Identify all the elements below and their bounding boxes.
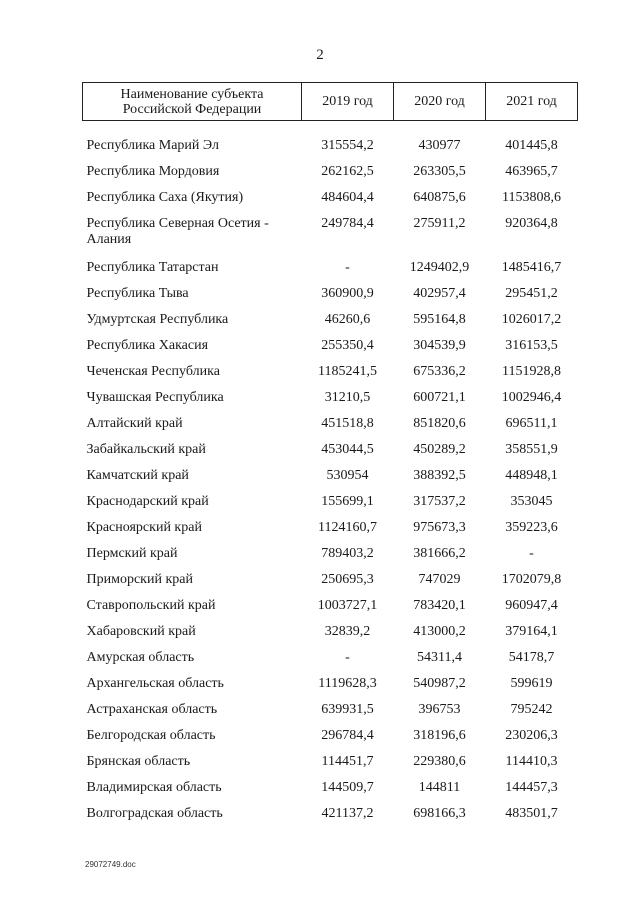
value-2021-cell: 1026017,2 <box>501 311 562 327</box>
value-2019-cell: 155699,1 <box>321 493 374 509</box>
value-2019-cell: 46260,6 <box>324 311 371 327</box>
value-2021-cell: 1002946,4 <box>501 389 562 405</box>
region-name-cell: Камчатский край <box>86 467 189 483</box>
value-2021-cell: 448948,1 <box>505 467 558 483</box>
region-name-cell: Республика Северная Осетия - Алания <box>86 215 269 247</box>
header-2021: 2021 год <box>486 83 578 121</box>
table-row <box>83 464 578 490</box>
value-2021-cell: - <box>529 545 534 561</box>
value-2020-cell: 396753 <box>418 701 461 717</box>
value-2021-cell: 920364,8 <box>505 215 558 231</box>
value-2019-cell: 451518,8 <box>321 415 374 431</box>
table-row <box>83 672 578 698</box>
value-2021-cell: 379164,1 <box>505 623 558 639</box>
value-2019-cell: 32839,2 <box>324 623 371 639</box>
table-row <box>83 334 578 360</box>
value-2021-cell: 54178,7 <box>508 649 555 665</box>
table-row <box>83 134 578 160</box>
region-name-cell: Республика Хакасия <box>86 337 209 353</box>
table-row <box>83 256 578 282</box>
region-name-cell: Чувашская Республика <box>86 389 224 405</box>
table-row <box>83 438 578 464</box>
table-row <box>83 776 578 802</box>
value-2020-cell: 381666,2 <box>413 545 466 561</box>
region-name-cell: Республика Марий Эл <box>86 137 219 153</box>
value-2019-cell: 250695,3 <box>321 571 374 587</box>
region-name-cell: Удмуртская Республика <box>86 311 229 327</box>
region-name-cell: Пермский край <box>86 545 178 561</box>
value-2019-cell: 315554,2 <box>321 137 374 153</box>
value-2020-cell: 600721,1 <box>413 389 466 405</box>
value-2019-cell: 31210,5 <box>324 389 371 405</box>
region-name-cell: Республика Татарстан <box>86 259 219 275</box>
header-region-name: Наименование субъекта Российской Федерации <box>83 83 302 121</box>
region-name-cell: Республика Саха (Якутия) <box>86 189 244 205</box>
table-row <box>83 282 578 308</box>
table-row <box>83 594 578 620</box>
value-2019-cell: 530954 <box>326 467 369 483</box>
table-row <box>83 186 578 212</box>
value-2021-cell: 696511,1 <box>505 415 558 431</box>
table-body <box>83 121 578 828</box>
value-2021-cell: 483501,7 <box>505 805 558 821</box>
value-2021-cell: 359223,6 <box>505 519 558 535</box>
value-2019-cell: 1119628,3 <box>318 675 377 691</box>
value-2019-cell: 114451,7 <box>321 753 374 769</box>
document-code: 29072749.doc <box>85 860 136 869</box>
value-2019-cell: 296784,4 <box>321 727 374 743</box>
value-2019-cell: 1003727,1 <box>317 597 378 613</box>
value-2021-cell: 358551,9 <box>505 441 558 457</box>
value-2021-cell: 1151928,8 <box>502 363 561 379</box>
value-2019-cell: 255350,4 <box>321 337 374 353</box>
value-2020-cell: 675336,2 <box>413 363 466 379</box>
table-row <box>83 212 578 256</box>
value-2020-cell: 975673,3 <box>413 519 466 535</box>
header-2020: 2020 год <box>394 83 486 121</box>
table-row <box>83 160 578 186</box>
value-2021-cell: 295451,2 <box>505 285 558 301</box>
value-2020-cell: 595164,8 <box>413 311 466 327</box>
value-2020-cell: 263305,5 <box>413 163 466 179</box>
value-2020-cell: 388392,5 <box>413 467 466 483</box>
value-2019-cell: 484604,4 <box>321 189 374 205</box>
table-row <box>83 490 578 516</box>
value-2021-cell: 114410,3 <box>505 753 558 769</box>
value-2019-cell: - <box>345 259 350 275</box>
value-2019-cell: 144509,7 <box>321 779 374 795</box>
subsidy-table <box>82 82 578 828</box>
value-2020-cell: 783420,1 <box>413 597 466 613</box>
region-name-cell: Алтайский край <box>86 415 183 431</box>
value-2020-cell: 747029 <box>418 571 461 587</box>
value-2020-cell: 144811 <box>418 779 461 795</box>
value-2020-cell: 698166,3 <box>413 805 466 821</box>
value-2020-cell: 450289,2 <box>413 441 466 457</box>
region-name-cell: Приморский край <box>86 571 193 587</box>
region-name-cell: Забайкальский край <box>86 441 206 457</box>
region-name-cell: Брянская область <box>86 753 191 769</box>
region-name-cell: Республика Мордовия <box>86 163 220 179</box>
value-2021-cell: 599619 <box>510 675 553 691</box>
region-name-cell: Красноярский край <box>86 519 202 535</box>
value-2021-cell: 463965,7 <box>505 163 558 179</box>
table-row <box>83 412 578 438</box>
value-2020-cell: 275911,2 <box>413 215 466 231</box>
table-row <box>83 386 578 412</box>
value-2021-cell: 353045 <box>510 493 553 509</box>
value-2021-cell: 401445,8 <box>505 137 558 153</box>
table-row <box>83 646 578 672</box>
region-name-cell: Астраханская область <box>86 701 218 717</box>
region-name-cell: Республика Тыва <box>86 285 189 301</box>
value-2020-cell: 413000,2 <box>413 623 466 639</box>
value-2019-cell: 453044,5 <box>321 441 374 457</box>
value-2020-cell: 318196,6 <box>413 727 466 743</box>
header-2019: 2019 год <box>302 83 394 121</box>
value-2020-cell: 317537,2 <box>413 493 466 509</box>
table-row <box>83 360 578 386</box>
table-row <box>83 620 578 646</box>
region-name-cell: Белгородская область <box>86 727 216 743</box>
value-2019-cell: - <box>345 649 350 665</box>
value-2021-cell: 960947,4 <box>505 597 558 613</box>
table-row <box>83 516 578 542</box>
value-2019-cell: 262162,5 <box>321 163 374 179</box>
region-name-cell: Краснодарский край <box>86 493 209 509</box>
value-2021-cell: 316153,5 <box>505 337 558 353</box>
value-2021-cell: 1153808,6 <box>502 189 561 205</box>
value-2020-cell: 54311,4 <box>417 649 462 665</box>
table-header-row <box>83 83 578 121</box>
value-2020-cell: 229380,6 <box>413 753 466 769</box>
value-2020-cell: 402957,4 <box>413 285 466 301</box>
value-2020-cell: 540987,2 <box>413 675 466 691</box>
page-number: 2 <box>316 47 324 63</box>
table-row <box>83 568 578 594</box>
value-2019-cell: 789403,2 <box>321 545 374 561</box>
region-name-cell: Архангельская область <box>86 675 224 691</box>
value-2019-cell: 421137,2 <box>321 805 374 821</box>
table-row <box>83 698 578 724</box>
value-2020-cell: 851820,6 <box>413 415 466 431</box>
value-2019-cell: 639931,5 <box>321 701 374 717</box>
value-2019-cell: 360900,9 <box>321 285 374 301</box>
value-2020-cell: 640875,6 <box>413 189 466 205</box>
table-row <box>83 750 578 776</box>
region-name-cell: Владимирская область <box>86 779 222 795</box>
value-2020-cell: 1249402,9 <box>409 259 470 275</box>
value-2020-cell: 304539,9 <box>413 337 466 353</box>
region-name-cell: Ставропольский край <box>86 597 216 613</box>
value-2021-cell: 1702079,8 <box>501 571 562 587</box>
region-name-cell: Амурская область <box>86 649 195 665</box>
region-name-cell: Чеченская Республика <box>86 363 220 379</box>
table-row <box>83 542 578 568</box>
value-2021-cell: 1485416,7 <box>501 259 562 275</box>
value-2019-cell: 249784,4 <box>321 215 374 231</box>
table-row <box>83 802 578 828</box>
value-2020-cell: 430977 <box>418 137 461 153</box>
value-2019-cell: 1185241,5 <box>318 363 377 379</box>
value-2021-cell: 144457,3 <box>505 779 558 795</box>
region-name-cell: Волгоградская область <box>86 805 223 821</box>
value-2019-cell: 1124160,7 <box>318 519 377 535</box>
table-row <box>83 724 578 750</box>
table-row <box>83 308 578 334</box>
value-2021-cell: 230206,3 <box>505 727 558 743</box>
region-name-cell: Хабаровский край <box>86 623 196 639</box>
value-2021-cell: 795242 <box>510 701 553 717</box>
